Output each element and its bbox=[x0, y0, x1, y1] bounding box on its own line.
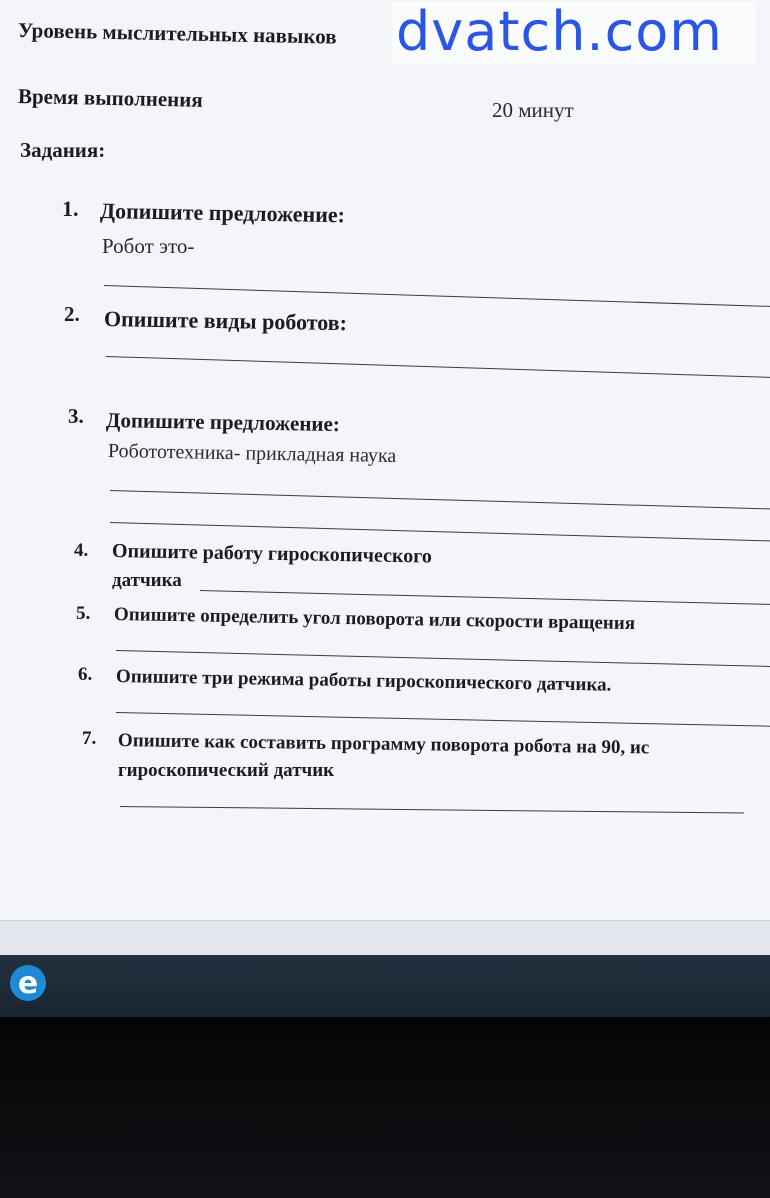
task-4-number: 4. bbox=[74, 540, 89, 561]
page-bottom-margin bbox=[0, 920, 770, 955]
task-6-title: Опишите три режима работы гироскопического датчика. bbox=[115, 666, 612, 696]
task-1-number: 1. bbox=[62, 196, 79, 221]
task-5-number: 5. bbox=[76, 603, 91, 624]
task-7-title: Опишите как составить программу поворота робота на 90, ис bbox=[117, 730, 650, 759]
task-2-title: Опишите виды роботов: bbox=[103, 306, 348, 336]
edge-icon[interactable]: e bbox=[10, 965, 46, 1001]
task-6-number: 6. bbox=[78, 664, 93, 685]
answer-line[interactable] bbox=[104, 285, 770, 307]
monitor-bezel bbox=[0, 1017, 770, 1198]
task-3-text: Робототехника- прикладная наука bbox=[107, 440, 397, 468]
taskbar bbox=[0, 955, 770, 1017]
task-4-title-cont: датчика bbox=[112, 570, 182, 591]
tasks-label: Задания: bbox=[20, 138, 106, 162]
answer-line[interactable] bbox=[120, 806, 744, 814]
skill-level-label: Уровень мыслительных навыков bbox=[17, 18, 337, 49]
answer-line[interactable] bbox=[200, 590, 770, 605]
watermark-text: dvatch.com bbox=[392, 2, 756, 64]
task-1-text: Робот это- bbox=[102, 234, 195, 258]
task-4-title: Опишите работу гироскопического bbox=[111, 540, 433, 568]
answer-line[interactable] bbox=[110, 490, 770, 510]
answer-line[interactable] bbox=[110, 522, 770, 542]
task-3-number: 3. bbox=[68, 404, 84, 428]
answer-line[interactable] bbox=[116, 650, 770, 667]
answer-line[interactable] bbox=[116, 712, 770, 727]
task-1-title: Допишите предложение: bbox=[99, 198, 346, 228]
task-2-number: 2. bbox=[64, 302, 80, 326]
task-7-title-cont: гироскопический датчик bbox=[118, 760, 335, 781]
task-3-title: Допишите предложение: bbox=[105, 408, 341, 437]
time-value: 20 минут bbox=[492, 98, 574, 122]
task-5-title: Опишите определить угол поворота или скорости вращения bbox=[113, 604, 636, 635]
time-label: Время выполнения bbox=[17, 84, 203, 112]
answer-line[interactable] bbox=[106, 356, 770, 378]
task-7-number: 7. bbox=[82, 728, 97, 749]
